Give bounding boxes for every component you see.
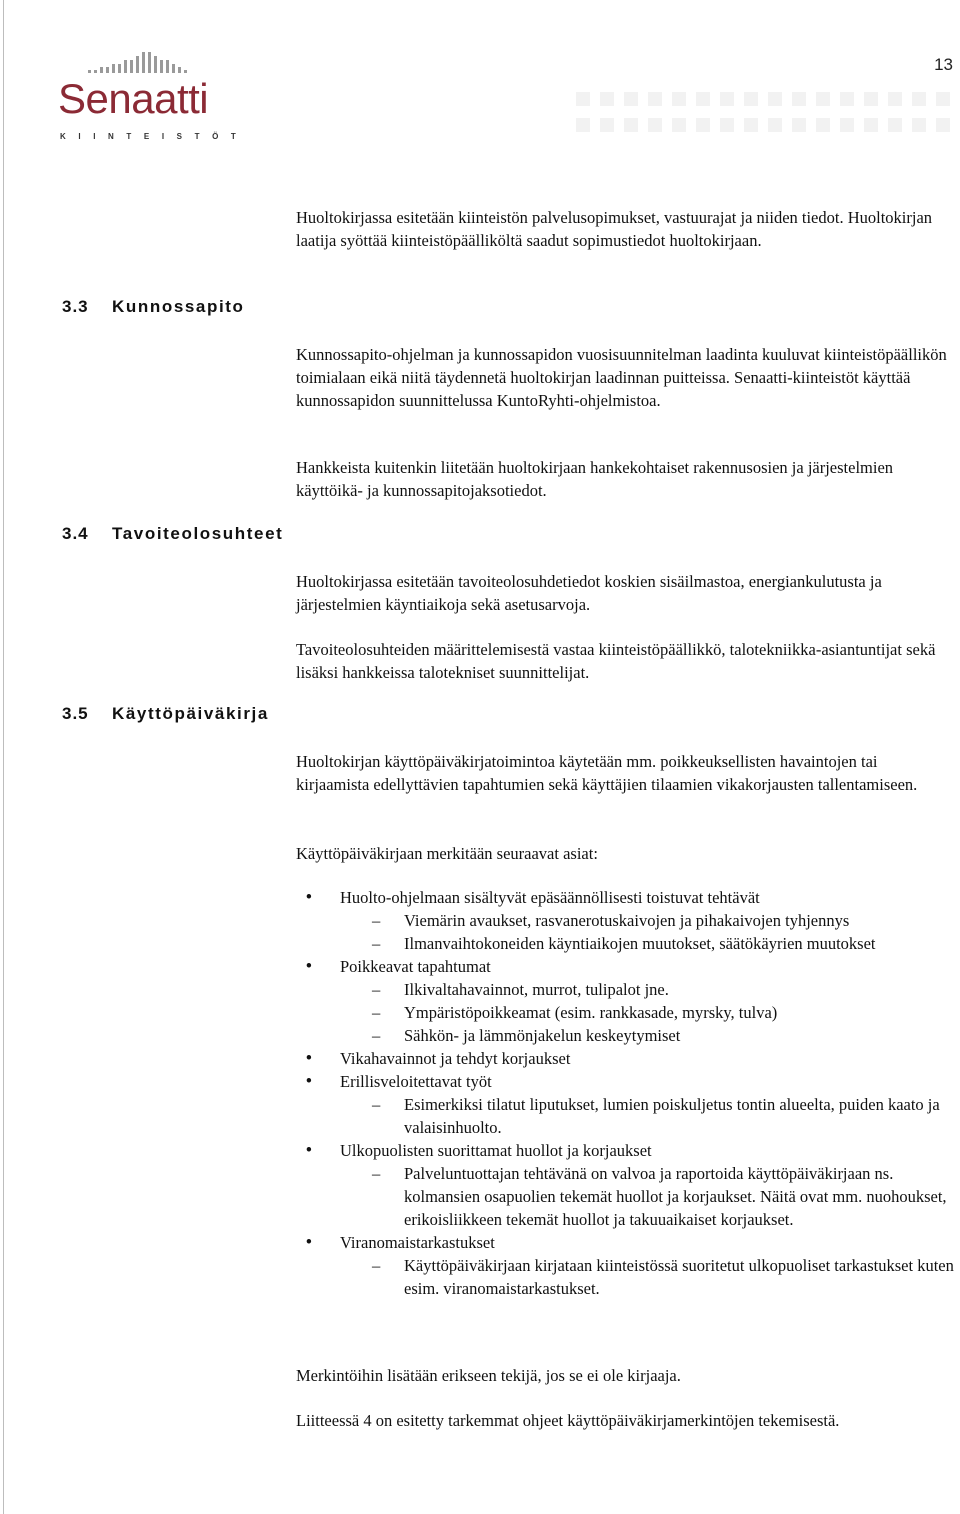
sub-list-item: – Viemärin avaukset, rasvanerotuskaivojen ja pihakaivojen tyhjennys <box>296 909 956 932</box>
kayttopaivakirja-paragraph-2: Käyttöpäiväkirjaan merkitään seuraavat asiat: <box>296 844 598 863</box>
page-number: 13 <box>934 55 953 74</box>
sub-list-item: – Ympäristöpoikkeamat (esim. rankkasade, myrsky, tulva) <box>296 1001 956 1024</box>
sub-list-item: – Ilkivaltahavainnot, murrot, tulipalot jne. <box>296 978 956 1001</box>
heading-kayttopaivakirja <box>62 704 269 724</box>
sub-list-item: – Sähkön- ja lämmönjakelun keskeytymiset <box>296 1024 956 1047</box>
page-edge <box>3 0 4 1514</box>
tavoiteolosuhteet-paragraph-2: Tavoiteolosuhteiden määrittelemisestä vastaa kiinteistöpäällikkö, talotekniikka-asiantuntijat sekä lisäksi hankkeissa talotekniset suunnittelijat. <box>296 640 936 682</box>
list-item: • Erillisveloitettavat työt <box>296 1070 956 1093</box>
kunnossapito-paragraph-2: Hankkeista kuitenkin liitetään huoltokirjaan hankekohtaiset rakennusosien ja järjestelmien käyttöikä- ja kunnossapitojaksotiedot. <box>296 458 894 500</box>
sub-list-item: – Palveluntuottajan tehtävänä on valvoa ja raportoida käyttöpäiväkirjaan ns. kolmansien osapuolien tekemät huollot ja korjaukset. Näitä ovat mm. nuohoukset, erikoisliikkeen tekemät huollot ja takuuaikaiset korjaukset. <box>296 1162 956 1231</box>
section-title: Kunnossapito <box>112 297 245 316</box>
section-title: Käyttöpäiväkirja <box>112 704 269 723</box>
logo-dots-graphic <box>86 50 206 76</box>
list-item: • Poikkeavat tapahtumat <box>296 955 956 978</box>
section-title: Tavoiteolosuhteet <box>112 524 284 543</box>
sub-list-item: – Ilmanvaihtokoneiden käyntiaikojen muutokset, säätökäyrien muutokset <box>296 932 956 955</box>
section-number: 3.4 <box>62 524 89 543</box>
kayttopaivakirja-paragraph-1: Huoltokirjan käyttöpäiväkirjatoimintoa käytetään mm. poikkeuksellisten havaintojen tai kirjaamista edellyttävien tapahtumien sekä käyttäjien tilaamien vikakorjausten tallentamiseen. <box>296 752 918 794</box>
sub-list-item: – Esimerkiksi tilatut liputukset, lumien poiskuljetus tontin alueelta, puiden kaato ja valaisinhuolto. <box>296 1093 956 1139</box>
kayttopaivakirja-paragraph-3: Merkintöihin lisätään erikseen tekijä, jos se ei ole kirjaaja. <box>296 1366 681 1385</box>
list-item: • Vikahavainnot ja tehdyt korjaukset <box>296 1047 956 1070</box>
section-number: 3.5 <box>62 704 89 723</box>
list-item: • Viranomaistarkastukset <box>296 1231 956 1254</box>
logo-wordmark: Senaatti <box>58 75 209 122</box>
tavoiteolosuhteet-paragraph-1: Huoltokirjassa esitetään tavoiteolosuhdetiedot koskien sisäilmastoa, energiankulutusta ja järjestelmien käyntiaikoja sekä asetusarvoja. <box>296 572 882 614</box>
kunnossapito-paragraph-1: Kunnossapito-ohjelman ja kunnossapidon vuosisuunnitelman laadinta kuuluvat kiinteistöpäällikön toimialaan eikä niitä täydennetä huoltokirjan laadinnan puitteissa. Senaatti-kiinteistöt käyttää kunnossapidon suunnittelussa KuntoRyhti-ohjelmistoa. <box>296 345 947 410</box>
list-item: • Huolto-ohjelmaan sisältyvät epäsäännöllisesti toistuvat tehtävät <box>296 886 956 909</box>
decorative-squares <box>576 92 960 134</box>
intro-paragraph: Huoltokirjassa esitetään kiinteistön palvelusopimukset, vastuurajat ja niiden tiedot. Huoltokirjan laatija syöttää kiinteistöpäälliköltä saadut sopimustiedot huoltokirjaan. <box>296 208 933 250</box>
entry-types-list <box>296 886 956 1300</box>
sub-list-item: – Käyttöpäiväkirjaan kirjataan kiinteistössä suoritetut ulkopuoliset tarkastukset kuten esim. viranomaistarkastukset. <box>296 1254 956 1300</box>
heading-tavoiteolosuhteet <box>62 524 283 544</box>
heading-kunnossapito <box>62 297 245 317</box>
section-number: 3.3 <box>62 297 89 316</box>
list-item: • Ulkopuolisten suorittamat huollot ja korjaukset <box>296 1139 956 1162</box>
logo-subtitle: KIINTEISTÖT <box>60 132 249 141</box>
senaatti-logo <box>58 46 249 146</box>
kayttopaivakirja-paragraph-4: Liitteessä 4 on esitetty tarkemmat ohjeet käyttöpäiväkirjamerkintöjen tekemisestä. <box>296 1411 840 1430</box>
